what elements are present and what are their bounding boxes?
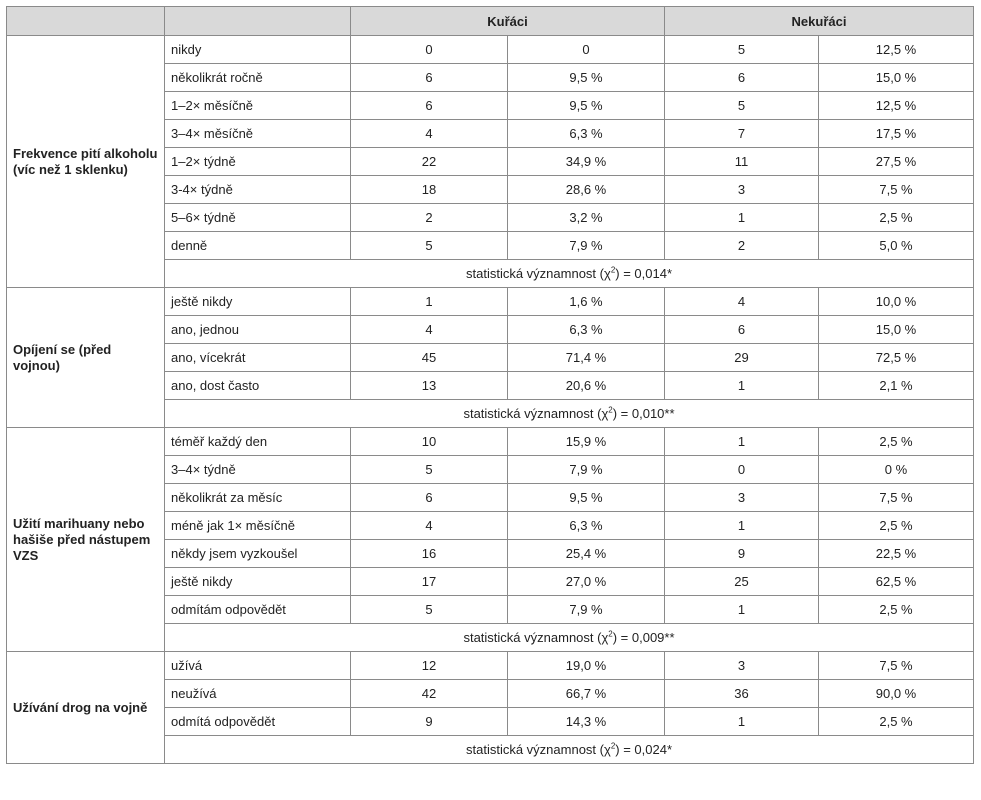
smokers-count: 0 — [351, 36, 508, 64]
chi-square-exponent: 2 — [608, 629, 613, 639]
smokers-count: 10 — [351, 428, 508, 456]
significance-value: ) = 0,009** — [612, 630, 675, 645]
smokers-percent: 1,6 % — [508, 288, 665, 316]
table-body — [7, 36, 974, 764]
smokers-count: 6 — [351, 92, 508, 120]
nonsmokers-percent: 2,5 % — [819, 708, 974, 736]
chi-square-exponent: 2 — [608, 405, 613, 415]
nonsmokers-count: 3 — [665, 176, 819, 204]
category-cell: ještě nikdy — [165, 568, 351, 596]
data-table — [6, 6, 974, 764]
nonsmokers-count: 1 — [665, 708, 819, 736]
smokers-percent: 9,5 % — [508, 484, 665, 512]
group-label: Frekvence pití alkoholu (víc než 1 sklenku) — [7, 36, 165, 288]
smokers-percent: 19,0 % — [508, 652, 665, 680]
group-label: Opíjení se (před vojnou) — [7, 288, 165, 428]
category-cell: nikdy — [165, 36, 351, 64]
smokers-count: 5 — [351, 232, 508, 260]
nonsmokers-percent: 90,0 % — [819, 680, 974, 708]
smokers-percent: 9,5 % — [508, 64, 665, 92]
smokers-percent: 7,9 % — [508, 596, 665, 624]
smokers-count: 12 — [351, 652, 508, 680]
nonsmokers-percent: 7,5 % — [819, 176, 974, 204]
smokers-count: 1 — [351, 288, 508, 316]
category-cell: 1–2× týdně — [165, 148, 351, 176]
significance-cell — [165, 400, 974, 428]
significance-value: ) = 0,010** — [612, 406, 675, 421]
nonsmokers-percent: 22,5 % — [819, 540, 974, 568]
nonsmokers-percent: 2,1 % — [819, 372, 974, 400]
nonsmokers-percent: 2,5 % — [819, 596, 974, 624]
category-cell: ještě nikdy — [165, 288, 351, 316]
nonsmokers-count: 2 — [665, 232, 819, 260]
nonsmokers-percent: 10,0 % — [819, 288, 974, 316]
smokers-percent: 6,3 % — [508, 120, 665, 148]
nonsmokers-percent: 17,5 % — [819, 120, 974, 148]
nonsmokers-percent: 12,5 % — [819, 92, 974, 120]
header-row — [7, 7, 974, 36]
category-cell: 1–2× měsíčně — [165, 92, 351, 120]
nonsmokers-percent: 7,5 % — [819, 484, 974, 512]
category-cell: odmítám odpovědět — [165, 596, 351, 624]
category-cell: několikrát za měsíc — [165, 484, 351, 512]
significance-cell — [165, 260, 974, 288]
category-cell: méně jak 1× měsíčně — [165, 512, 351, 540]
smokers-percent: 25,4 % — [508, 540, 665, 568]
nonsmokers-count: 1 — [665, 596, 819, 624]
smokers-count: 17 — [351, 568, 508, 596]
nonsmokers-percent: 2,5 % — [819, 428, 974, 456]
nonsmokers-percent: 2,5 % — [819, 204, 974, 232]
smokers-count: 16 — [351, 540, 508, 568]
smokers-count: 4 — [351, 120, 508, 148]
smokers-count: 5 — [351, 456, 508, 484]
nonsmokers-percent: 5,0 % — [819, 232, 974, 260]
smokers-count: 45 — [351, 344, 508, 372]
smokers-percent: 9,5 % — [508, 92, 665, 120]
header-blank-group — [7, 7, 165, 36]
smokers-percent: 6,3 % — [508, 512, 665, 540]
table-row — [7, 288, 974, 316]
nonsmokers-count: 7 — [665, 120, 819, 148]
significance-cell — [165, 624, 974, 652]
significance-value: ) = 0,014* — [615, 266, 673, 281]
nonsmokers-count: 1 — [665, 428, 819, 456]
table-row — [7, 36, 974, 64]
header-nonsmokers: Nekuřáci — [665, 7, 974, 36]
table-row — [7, 428, 974, 456]
nonsmokers-count: 1 — [665, 512, 819, 540]
nonsmokers-percent: 0 % — [819, 456, 974, 484]
nonsmokers-percent: 12,5 % — [819, 36, 974, 64]
nonsmokers-count: 25 — [665, 568, 819, 596]
nonsmokers-count: 5 — [665, 36, 819, 64]
smokers-percent: 0 — [508, 36, 665, 64]
nonsmokers-percent: 7,5 % — [819, 652, 974, 680]
nonsmokers-count: 4 — [665, 288, 819, 316]
category-cell: ano, dost často — [165, 372, 351, 400]
nonsmokers-count: 3 — [665, 652, 819, 680]
table-row — [7, 652, 974, 680]
smokers-count: 42 — [351, 680, 508, 708]
nonsmokers-count: 0 — [665, 456, 819, 484]
header-blank-category — [165, 7, 351, 36]
category-cell: 3–4× měsíčně — [165, 120, 351, 148]
category-cell: neužívá — [165, 680, 351, 708]
category-cell: ano, jednou — [165, 316, 351, 344]
significance-cell — [165, 736, 974, 764]
nonsmokers-percent: 62,5 % — [819, 568, 974, 596]
nonsmokers-percent: 2,5 % — [819, 512, 974, 540]
smokers-percent: 6,3 % — [508, 316, 665, 344]
group-label: Užití marihuany nebo hašiše před nástupem VZS — [7, 428, 165, 652]
significance-prefix: statistická významnost (χ — [466, 742, 611, 757]
category-cell: 3–4× týdně — [165, 456, 351, 484]
smokers-count: 13 — [351, 372, 508, 400]
nonsmokers-count: 36 — [665, 680, 819, 708]
category-cell: 3-4× týdně — [165, 176, 351, 204]
smokers-count: 6 — [351, 484, 508, 512]
chi-square-exponent: 2 — [610, 741, 616, 751]
smokers-count: 4 — [351, 316, 508, 344]
chi-square-exponent: 2 — [610, 265, 616, 275]
category-cell: téměř každý den — [165, 428, 351, 456]
category-cell: užívá — [165, 652, 351, 680]
nonsmokers-percent: 72,5 % — [819, 344, 974, 372]
smokers-count: 9 — [351, 708, 508, 736]
nonsmokers-count: 9 — [665, 540, 819, 568]
significance-value: ) = 0,024* — [615, 742, 673, 757]
nonsmokers-count: 1 — [665, 204, 819, 232]
category-cell: odmítá odpovědět — [165, 708, 351, 736]
smokers-percent: 66,7 % — [508, 680, 665, 708]
smokers-percent: 71,4 % — [508, 344, 665, 372]
nonsmokers-count: 5 — [665, 92, 819, 120]
nonsmokers-count: 29 — [665, 344, 819, 372]
nonsmokers-percent: 27,5 % — [819, 148, 974, 176]
significance-prefix: statistická významnost (χ — [466, 266, 611, 281]
smokers-percent: 7,9 % — [508, 456, 665, 484]
nonsmokers-percent: 15,0 % — [819, 64, 974, 92]
category-cell: denně — [165, 232, 351, 260]
category-cell: někdy jsem vyzkoušel — [165, 540, 351, 568]
smokers-count: 6 — [351, 64, 508, 92]
smokers-percent: 27,0 % — [508, 568, 665, 596]
smokers-count: 2 — [351, 204, 508, 232]
smokers-percent: 28,6 % — [508, 176, 665, 204]
smokers-percent: 7,9 % — [508, 232, 665, 260]
nonsmokers-count: 6 — [665, 316, 819, 344]
group-label: Užívání drog na vojně — [7, 652, 165, 764]
nonsmokers-percent: 15,0 % — [819, 316, 974, 344]
smokers-percent: 20,6 % — [508, 372, 665, 400]
nonsmokers-count: 3 — [665, 484, 819, 512]
smokers-count: 18 — [351, 176, 508, 204]
nonsmokers-count: 6 — [665, 64, 819, 92]
smokers-percent: 15,9 % — [508, 428, 665, 456]
significance-prefix: statistická významnost (χ — [463, 630, 609, 645]
smokers-count: 4 — [351, 512, 508, 540]
category-cell: 5–6× týdně — [165, 204, 351, 232]
category-cell: ano, vícekrát — [165, 344, 351, 372]
smokers-count: 5 — [351, 596, 508, 624]
smokers-percent: 34,9 % — [508, 148, 665, 176]
smokers-percent: 3,2 % — [508, 204, 665, 232]
significance-prefix: statistická významnost (χ — [463, 406, 609, 421]
smokers-percent: 14,3 % — [508, 708, 665, 736]
nonsmokers-count: 1 — [665, 372, 819, 400]
smokers-count: 22 — [351, 148, 508, 176]
header-smokers: Kuřáci — [351, 7, 665, 36]
nonsmokers-count: 11 — [665, 148, 819, 176]
category-cell: několikrát ročně — [165, 64, 351, 92]
